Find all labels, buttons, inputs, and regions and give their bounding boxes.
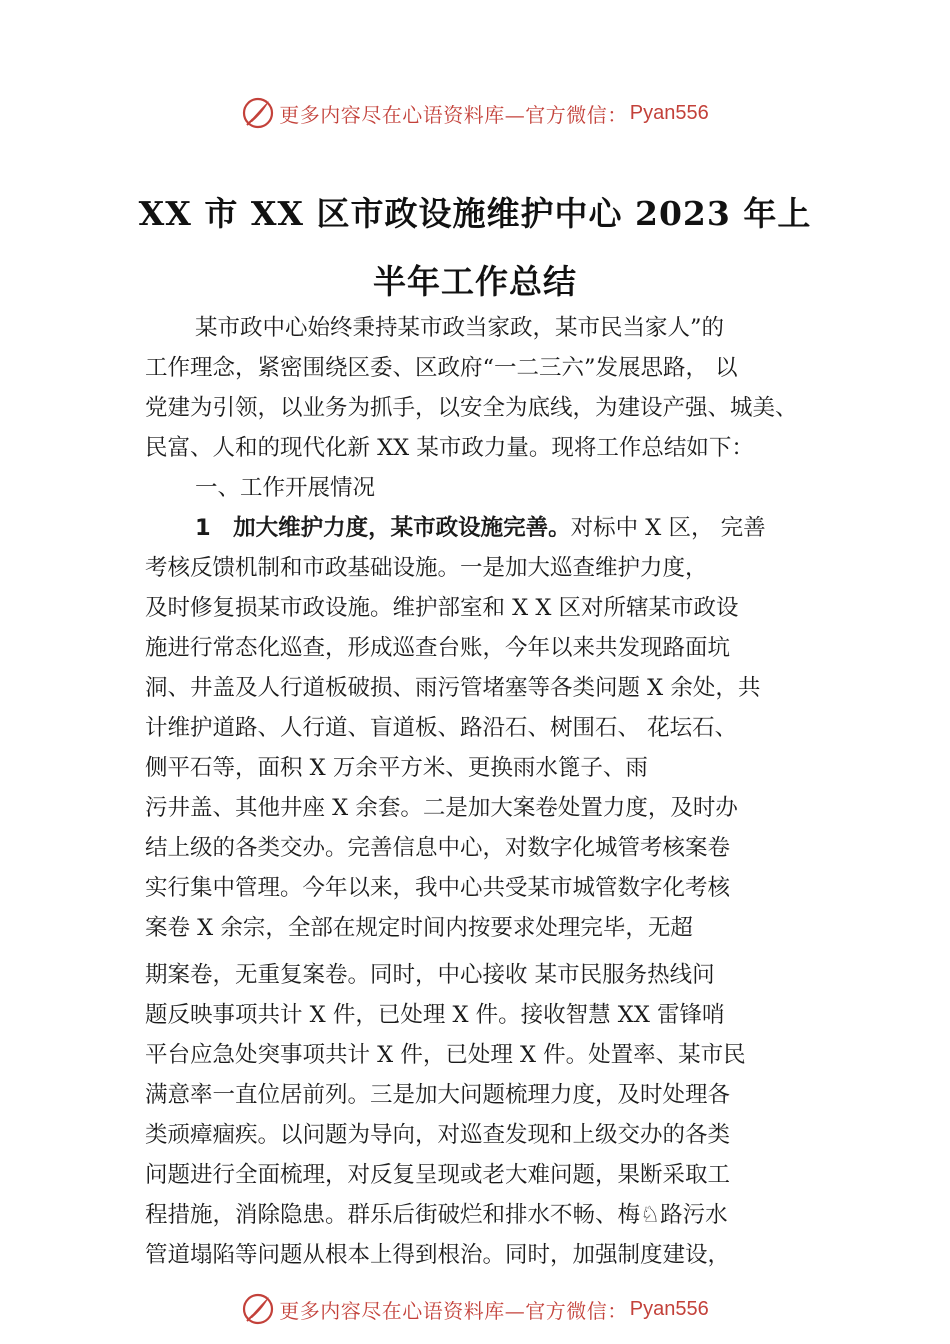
body-line: 期案卷，无重复案卷。同时，中心接收 某市民服务热线问 <box>145 962 715 988</box>
sub-heading-tail: 对标中 X 区， 完善 <box>570 515 766 541</box>
body-line: 实行集中管理。今年以来，我中心共受某市城管数字化考核 <box>145 875 731 901</box>
body-line: 程措施，消除隐患。群乐后街破烂和排水不畅、梅♘路污水 <box>145 1202 728 1228</box>
body-line: 平台应急处突事项共计 X 件，已处理 X 件。处置率、某市民 <box>145 1042 746 1068</box>
body-line: 侧平石等，面积 X 万余平方米、更换雨水篦子、雨 <box>145 755 648 781</box>
body-line: 问题进行全面梳理，对反复呈现或老大难问题，果断采取工 <box>145 1162 731 1188</box>
body-line: 施进行常态化巡查，形成巡查台账，今年以来共发现路面坑 <box>145 635 731 661</box>
body-line: 党建为引领，以业务为抓手，以安全为底线，为建设产强、城美、 <box>145 395 798 421</box>
document-title-line-2: 半年工作总结 <box>373 262 577 301</box>
wechat-id: Pyan556 <box>629 1297 709 1320</box>
watermark-text: 更多内容尽在心语资料库—官方微信： <box>279 102 628 127</box>
body-line: 满意率一直位居前列。三是加大问题梳理力度，及时处理各 <box>145 1082 731 1108</box>
wechat-id: Pyan556 <box>629 101 709 124</box>
section-heading: 一、工作开展情况 <box>195 475 376 501</box>
quill-seal-icon <box>241 96 275 130</box>
body-line: 类顽瘴痼疾。以问题为导向，对巡查发现和上级交办的各类 <box>145 1122 731 1148</box>
document-title-line-1: XX 市 XX 区市政设施维护中心 2023 年上 <box>138 194 812 233</box>
body-line: 案卷 X 余宗，全部在规定时间内按要求处理完毕，无超 <box>145 915 693 941</box>
watermark-banner-top <box>0 93 950 133</box>
body-line: 考核反馈机制和市政基础设施。一是加大巡查维护力度， <box>145 555 708 581</box>
sub-heading-line <box>145 508 825 548</box>
watermark-text: 更多内容尽在心语资料库—官方微信： <box>279 1298 628 1323</box>
sub-heading: 1 加大维护力度，某市政设施完善。 <box>195 515 571 541</box>
document-body-continued <box>145 955 825 1275</box>
body-line: 计维护道路、人行道、盲道板、路沿石、树围石、 花坛石、 <box>145 715 738 741</box>
body-line: 及时修复损某市政设施。维护部室和 X X 区对所辖某市政设 <box>145 595 739 621</box>
body-line: 污井盖、其他井座 X 余套。二是加大案卷处置力度，及时办 <box>145 795 738 821</box>
document-body <box>145 308 825 948</box>
watermark-banner-bottom <box>0 1289 950 1329</box>
body-line: 某市政中心始终秉持某市政当家政，某市民当家人”的 <box>195 315 725 341</box>
body-line: 题反映事项共计 X 件，已处理 X 件。接收智慧 XX 雷锋哨 <box>145 1002 725 1028</box>
body-line: 民富、人和的现代化新 XX 某市政力量。现将工作总结如下： <box>145 435 754 461</box>
body-line: 管道塌陷等问题从根本上得到根治。同时，加强制度建设， <box>145 1242 731 1268</box>
body-line: 结上级的各类交办。完善信息中心，对数字化城管考核案卷 <box>145 835 731 861</box>
quill-seal-icon <box>241 1292 275 1326</box>
body-line: 洞、井盖及人行道板破损、雨污管堵塞等各类问题 X 余处，共 <box>145 675 761 701</box>
body-line: 工作理念，紧密围绕区委、区政府“一二三六”发展思路， 以 <box>145 355 738 381</box>
